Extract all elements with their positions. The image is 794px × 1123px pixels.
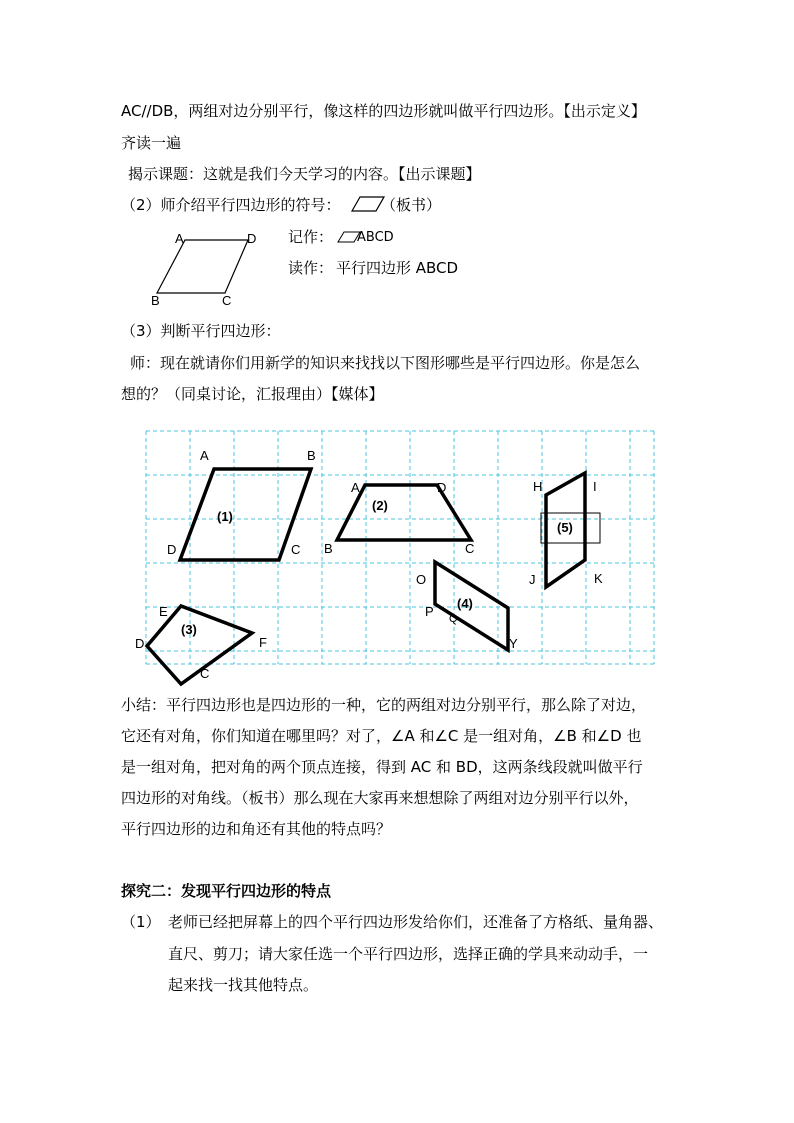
vertex-label: C: [465, 541, 475, 556]
vertex-label: K: [594, 571, 603, 586]
shape-number: (3): [181, 622, 197, 637]
shape-number: (4): [457, 596, 473, 611]
vertex-label: B: [324, 541, 333, 556]
vertex-label: E: [159, 604, 168, 619]
text-line: 小结：平行四边形也是四边形的一种，它的两组对边分别平行，那么除了对边，: [121, 696, 647, 714]
text-line: （板书）: [381, 196, 442, 214]
read-as-label: 读作：: [288, 259, 334, 277]
text-line: 平行四边形的边和角还有其他的特点吗？: [121, 820, 392, 838]
vertex-label: A: [175, 231, 184, 246]
parallelogram-symbol-icon: [351, 196, 385, 212]
text-line: 师：现在就请你们用新学的知识来找找以下图形哪些是平行四边形。你是怎么: [130, 354, 641, 372]
shape-number: (2): [372, 498, 388, 513]
text-line: 是一组对角，把对角的两个顶点连接，得到 AC 和 BD，这两条线段就叫做平行: [121, 758, 643, 776]
read-as-value: 平行四边形 ABCD: [336, 259, 459, 277]
vertex-label: A: [200, 448, 209, 463]
text-line: 齐读一遍: [121, 134, 182, 152]
shape-number: (1): [217, 509, 233, 524]
text-line: 四边形的对角线。（板书）那么现在大家再来想想除了两组对边分别平行以外，: [121, 789, 639, 807]
vertex-label: D: [167, 542, 177, 557]
vertex-label: F: [259, 635, 267, 650]
vertex-label: Y: [509, 636, 518, 651]
small-parallelogram-figure: [145, 225, 275, 310]
text-line: （2）师介绍平行四边形的符号：: [121, 196, 341, 214]
text-line: 起来找一找其他特点。: [168, 976, 319, 994]
vertex-label: H: [533, 479, 543, 494]
dashed-grid: [146, 431, 654, 664]
text-line: 想的？（同桌讨论，汇报理由）【媒体】: [121, 385, 384, 403]
vertex-label: D: [247, 231, 257, 246]
text-line: 它还有对角，你们知道在哪里吗？对了，∠A 和∠C 是一组对角，∠B 和∠D 也: [121, 727, 642, 745]
list-number: （1）: [121, 913, 161, 931]
vertex-label: D: [135, 636, 145, 651]
vertex-label: O: [416, 572, 427, 587]
vertex-label: B: [151, 293, 160, 308]
write-as-label: 记作：: [288, 228, 334, 246]
section-heading: 探究二：发现平行四边形的特点: [121, 882, 332, 900]
vertex-label: C: [222, 293, 232, 308]
vertex-label: B: [307, 448, 316, 463]
vertex-label: C: [200, 666, 210, 681]
grid-figure: [135, 428, 663, 681]
vertex-label: D: [437, 480, 447, 495]
text-line: 揭示课题：这就是我们今天学习的内容。【出示课题】: [128, 165, 481, 183]
text-line: 直尺、剪刀；请大家任选一个平行四边形，选择正确的学具来动动手，一: [168, 945, 649, 963]
vertex-label: C: [291, 542, 301, 557]
shape-number: (5): [557, 520, 573, 535]
vertex-label: P: [425, 604, 434, 619]
vertex-label: A: [351, 480, 360, 495]
text-line: AC//DB，两组对边分别平行，像这样的四边形就叫做平行四边形。【出示定义】: [121, 102, 646, 120]
vertex-label: I: [593, 479, 597, 494]
write-as-value: ABCD: [357, 230, 394, 245]
vertex-label: J: [529, 572, 536, 587]
vertex-label: Q: [449, 613, 458, 625]
text-line: 老师已经把屏幕上的四个平行四边形发给你们，还准备了方格纸、量角器、: [168, 913, 664, 931]
text-line: （3）判断平行四边形：: [121, 322, 281, 340]
